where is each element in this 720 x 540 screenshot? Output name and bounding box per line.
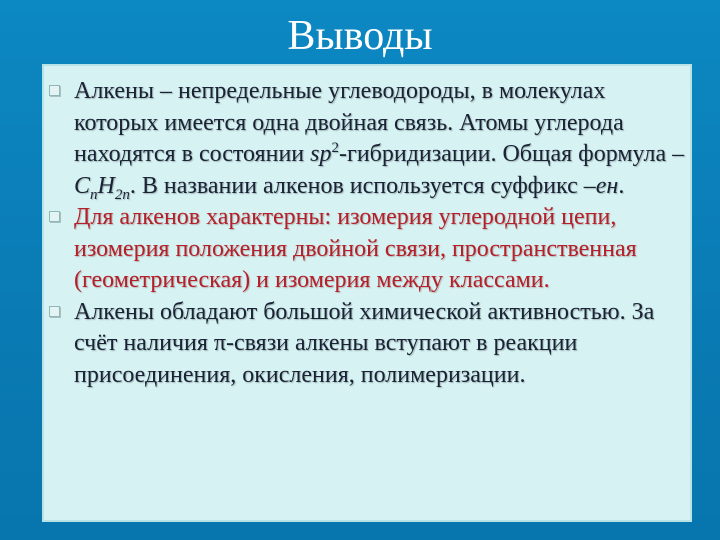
bullet-item-alkenes-definition — [74, 76, 686, 202]
square-bullet-icon — [49, 211, 60, 222]
formula-carbon-index: n — [90, 186, 98, 203]
formula-hydrogen: H — [97, 172, 115, 199]
bullet-list — [74, 76, 686, 391]
bullet-text: -гибридизации. Общая формула – — [338, 141, 685, 167]
bullet-text: -связи алкены вступают в реакции присоединения, окисления, полимеризации. — [74, 330, 578, 388]
bullet-text: Для алкенов характерны: изомерия углеродной цепи, изомерия положения двойной связи, пространственная (геометрическая) и изомерия между классами. — [74, 204, 637, 293]
hybridization-superscript: 2 — [331, 140, 339, 156]
bullet-item-reactivity — [74, 297, 686, 392]
bullet-item-isomerism — [74, 202, 686, 297]
pi-symbol: π — [213, 330, 226, 356]
content-panel — [42, 64, 692, 522]
bullet-text: Алкены – непредельные углеводороды, в молекулах которых имеется одна двойная связь. Атомы углерода находятся в состоянии — [74, 78, 624, 167]
bullet-text: . В названии алкенов используется суффикс — [129, 172, 584, 199]
square-bullet-icon — [49, 85, 60, 96]
formula-hydrogen-index: 2n — [114, 186, 130, 203]
slide-title: Выводы — [287, 13, 433, 59]
square-bullet-icon — [49, 306, 60, 317]
hybridization-symbol: sp — [310, 141, 332, 167]
bullet-text: Алкены обладают большой химической активностью. За счёт наличия — [74, 298, 655, 356]
suffix-text: –ен — [583, 172, 619, 199]
formula-carbon: C — [74, 172, 91, 199]
bullet-text: . — [618, 172, 625, 199]
